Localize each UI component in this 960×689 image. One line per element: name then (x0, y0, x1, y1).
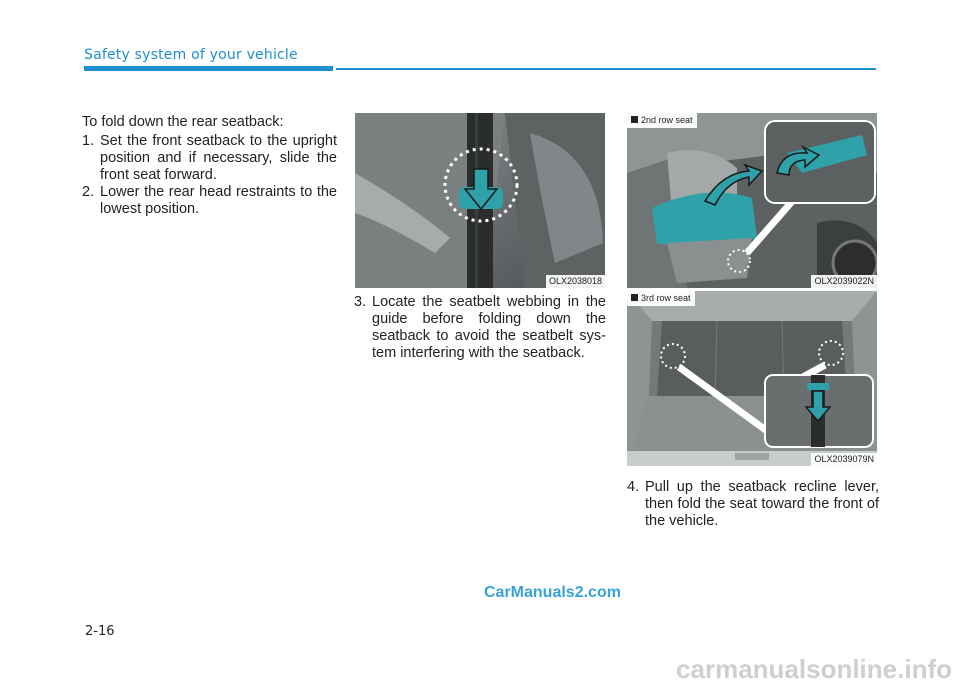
figure-tag (627, 113, 697, 128)
figure-seatbelt-guide (355, 113, 605, 288)
figure-code: OLX2039079N (811, 453, 877, 466)
step-number: 1. (82, 133, 95, 149)
intro-text: To fold down the rear seatback: (82, 114, 284, 130)
figure-code: OLX2038018 (546, 275, 605, 288)
step-number: 2. (82, 184, 95, 200)
watermark-link[interactable]: CarManuals2.com (484, 584, 621, 601)
page-number: 2-16 (85, 624, 115, 639)
column-3-text (627, 479, 879, 530)
square-bullet-icon (631, 116, 638, 123)
step-text: Lower the rear head restraints to the lowest position. (100, 184, 337, 217)
seatbelt-guide-illustration (355, 113, 605, 288)
third-row-seat-illustration (627, 291, 877, 466)
column-2-text (354, 294, 606, 362)
square-bullet-icon (631, 294, 638, 301)
step-number: 4. (627, 479, 640, 495)
figure-tag-label: 2nd row seat (641, 115, 693, 125)
step-text: Set the front seatback to the upright position and if necessary, slide the front seat forward. (100, 133, 337, 183)
figure-tag-label: 3rd row seat (641, 293, 691, 303)
figure-2nd-row-seat (627, 113, 877, 288)
second-row-seat-illustration (627, 113, 877, 288)
step-text: Locate the seatbelt webbing in the guide before folding down the seatback to avoid the seatbelt sys-tem interfering with the seatback. (372, 294, 606, 361)
step-3 (354, 294, 606, 362)
figure-code: OLX2039022N (811, 275, 877, 288)
section-title: Safety system of your vehicle (84, 47, 298, 63)
step-2 (82, 184, 337, 218)
figure-tag (627, 291, 695, 306)
step-text: Pull up the seatback recline lever, then fold the seat toward the front of the vehicle. (645, 479, 879, 529)
step-number: 3. (354, 294, 367, 310)
header-rule-thick (84, 66, 333, 71)
figure-3rd-row-seat (627, 291, 877, 466)
step-4 (627, 479, 879, 530)
site-watermark: carmanualsonline.info (676, 654, 952, 684)
step-1 (82, 133, 337, 184)
column-1-text (82, 114, 337, 218)
header-rule-thin (336, 68, 876, 70)
